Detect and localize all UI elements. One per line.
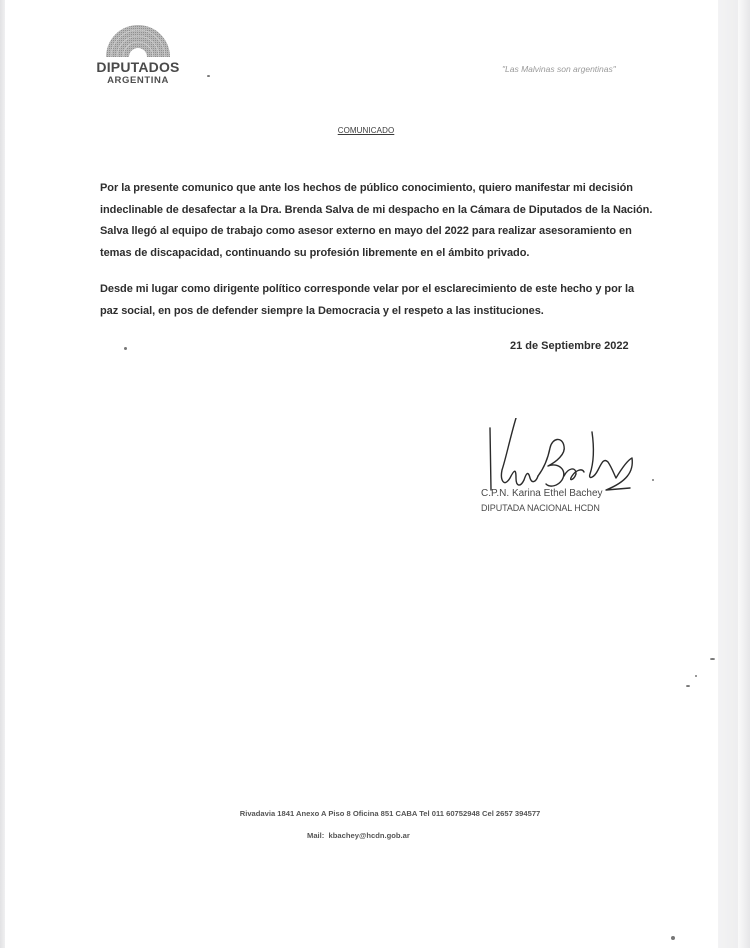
diputados-logo bbox=[88, 24, 188, 86]
document-date: 21 de Septiembre 2022 bbox=[510, 340, 629, 352]
page-right-edge bbox=[738, 0, 750, 948]
footer-mail bbox=[307, 831, 410, 840]
scan-speck bbox=[710, 658, 715, 660]
paragraph-2 bbox=[100, 279, 648, 322]
document-title bbox=[0, 126, 750, 135]
logo-name: DIPUTADOS bbox=[96, 59, 180, 75]
signatory-name: C.P.N. Karina Ethel Bachey bbox=[481, 488, 603, 499]
scan-speck bbox=[124, 347, 127, 350]
footer-address bbox=[0, 809, 750, 818]
scan-speck bbox=[207, 75, 210, 77]
scan-speck bbox=[671, 936, 675, 940]
mail-label: Mail: bbox=[307, 831, 325, 840]
scan-speck bbox=[652, 479, 654, 481]
paragraph-line: temas de discapacidad, continuando su profesión libremente en el ámbito privado. bbox=[100, 246, 530, 259]
hemicycle-icon bbox=[105, 24, 171, 57]
logo-country: ARGENTINA bbox=[107, 75, 169, 86]
paragraph-line: paz social, en pos de defender siempre la Democracia y el respeto a las instituciones. bbox=[100, 304, 544, 317]
paragraph-1 bbox=[100, 178, 653, 264]
signatory-role: DIPUTADA NACIONAL HCDN bbox=[481, 503, 600, 513]
footer-address-text: Rivadavia 1841 Anexo A Piso 8 Oficina 851 CABA Tel 011 60752948 Cel 2657 394577 bbox=[239, 809, 541, 818]
mail-address: kbachey@hcdn.gob.ar bbox=[328, 831, 410, 840]
paragraph-line: Desde mi lugar como dirigente político corresponde velar por el esclarecimiento de este hecho y por la bbox=[100, 283, 635, 295]
scan-speck bbox=[686, 685, 690, 687]
motto: "Las Malvinas son argentinas" bbox=[502, 64, 616, 74]
paragraph-line: indeclinable de desafectar a la Dra. Brenda Salva de mi despacho en la Cámara de Diputados de la Nación. bbox=[100, 203, 653, 216]
page-right-shadow bbox=[718, 0, 738, 948]
scan-speck bbox=[695, 675, 697, 677]
paragraph-line: Salva llegó al equipo de trabajo como asesor externo en mayo del 2022 para realizar asesoramiento en bbox=[100, 225, 632, 237]
paragraph-line: Por la presente comunico que ante los hechos de público conocimiento, quiero manifestar mi decisión bbox=[100, 182, 633, 194]
document-title-text: COMUNICADO bbox=[337, 126, 395, 135]
